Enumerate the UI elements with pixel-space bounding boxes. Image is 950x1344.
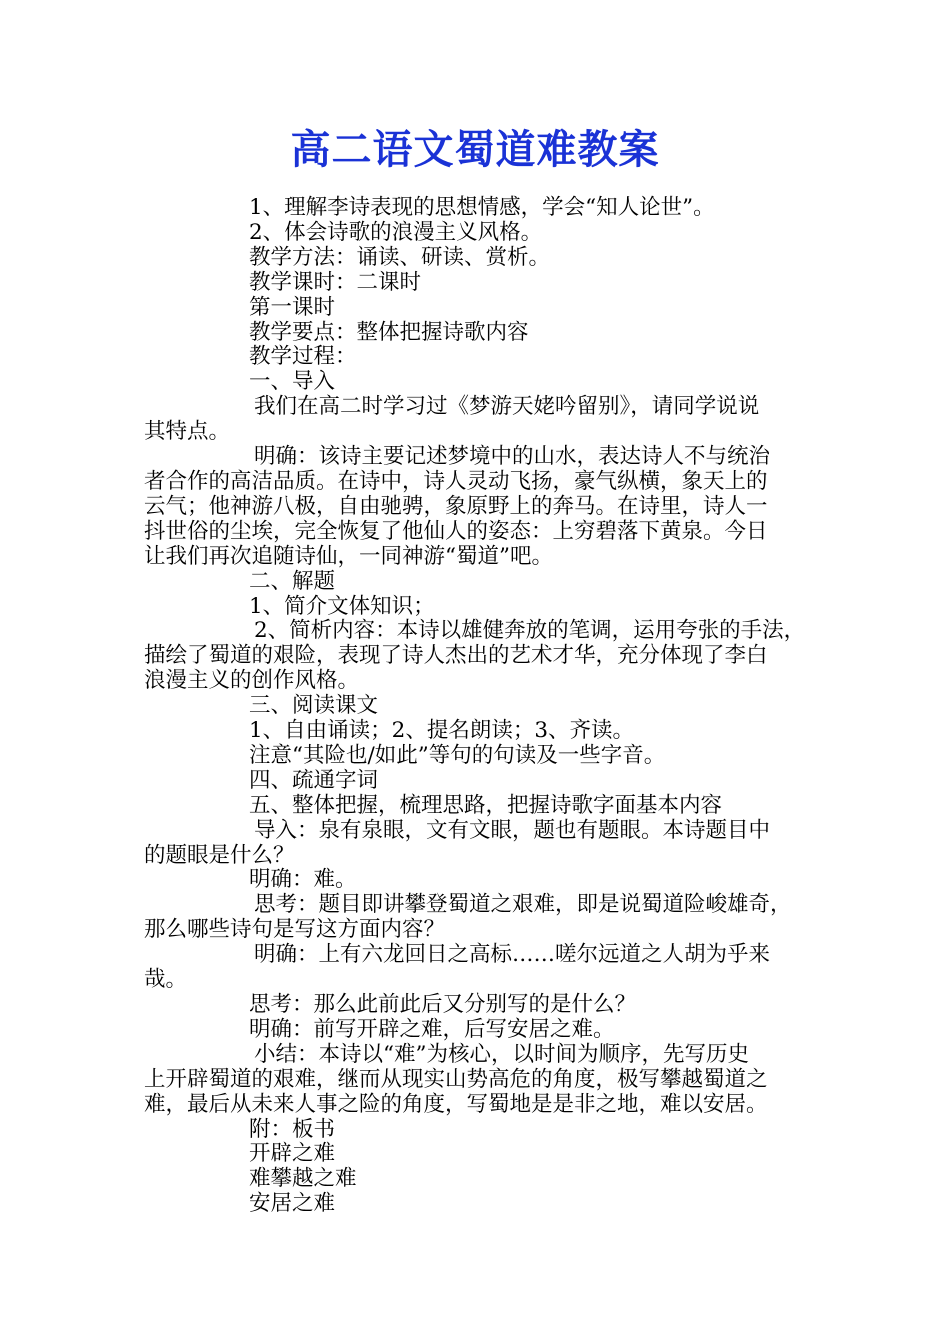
paragraph-line: 抖世俗的尘埃，完全恢复了他仙人的姿态：上穷碧落下黄泉。今日: [144, 518, 768, 544]
paragraph-line: 那么哪些诗句是写这方面内容？: [144, 917, 446, 943]
paragraph-line: 1、自由诵读；2、提名朗读；3、齐读。: [249, 718, 635, 744]
paragraph-line: 让我们再次追随诗仙，一同神游“蜀道”吧。: [144, 543, 553, 569]
paragraph-line: 其特点。: [144, 419, 231, 445]
paragraph-line: 三、阅读课文: [249, 693, 379, 719]
paragraph-line: 开辟之难: [249, 1141, 336, 1167]
paragraph-line: 者合作的高洁品质。在诗中，诗人灵动飞扬，豪气纵横，象天上的: [144, 468, 768, 494]
paragraph-line: 明确：该诗主要记述梦境中的山水，表达诗人不与统治: [254, 444, 771, 470]
paragraph-line: 小结：本诗以“难”为核心，以时间为顺序，先写历史: [254, 1041, 749, 1067]
paragraph-line: 难攀越之难: [249, 1166, 357, 1192]
paragraph-line: 导入：泉有泉眼，文有文眼，题也有题眼。本诗题目中: [254, 817, 771, 843]
paragraph-line: 五、整体把握，梳理思路，把握诗歌字面基本内容: [249, 792, 723, 818]
paragraph-line: 1、简介文体知识；: [249, 593, 435, 619]
paragraph-line: 哉。: [144, 967, 188, 993]
paragraph-line: 我们在高二时学习过《梦游天姥吟留别》，请同学说说: [254, 394, 760, 420]
paragraph-line: 明确：难。: [249, 867, 357, 893]
paragraph-line: 上开辟蜀道的艰难，继而从现实山势高危的角度，极写攀越蜀道之: [144, 1066, 768, 1092]
document-title: 高二语文蜀道难教案: [290, 126, 660, 173]
paragraph-line: 2、简析内容：本诗以雄健奔放的笔调，运用夸张的手法，: [254, 618, 806, 644]
paragraph-line: 难，最后从未来人事之险的角度，写蜀地是是非之地，难以安居。: [144, 1091, 768, 1117]
paragraph-line: 思考：那么此前此后又分别写的是什么？: [249, 992, 637, 1017]
paragraph-line: 2、体会诗歌的浪漫主义风格。: [249, 219, 543, 245]
paragraph-line: 思考：题目即讲攀登蜀道之艰难，即是说蜀道险峻雄奇，: [254, 892, 792, 918]
paragraph-line: 一、导入: [249, 369, 336, 395]
paragraph-line: 描绘了蜀道的艰险，表现了诗人杰出的艺术才华，充分体现了李白: [144, 643, 768, 669]
paragraph-line: 云气；他神游八极，自由驰骋，象原野上的奔马。在诗里，诗人一: [144, 493, 768, 519]
paragraph-line: 浪漫主义的创作风格。: [144, 668, 360, 694]
paragraph-line: 安居之难: [249, 1191, 336, 1217]
paragraph-line: 附：板书: [249, 1116, 336, 1142]
document-body: [144, 196, 824, 1217]
paragraph-line: 注意“其险也/如此”等句的句读及一些字音。: [249, 742, 666, 768]
paragraph-line: 教学方法：诵读、研读、赏析。: [249, 244, 551, 270]
paragraph-line: 1、理解李诗表现的思想情感，学会“知人论世”。: [249, 195, 715, 220]
paragraph-line: 明确：前写开辟之难，后写安居之难。: [249, 1016, 615, 1042]
paragraph-line: 明确：上有六龙回日之高标……嗟尔远道之人胡为乎来: [254, 942, 771, 968]
paragraph-line: 第一课时: [249, 294, 336, 320]
paragraph-line: 教学要点：整体把握诗歌内容: [249, 319, 529, 345]
paragraph-line: 的题眼是什么？: [144, 842, 295, 868]
paragraph-line: 教学过程：: [249, 344, 357, 370]
paragraph-line: 四、疏通字词: [249, 767, 379, 793]
paragraph-line: 二、解题: [249, 568, 336, 594]
paragraph-line: 教学课时：二课时: [249, 269, 422, 295]
